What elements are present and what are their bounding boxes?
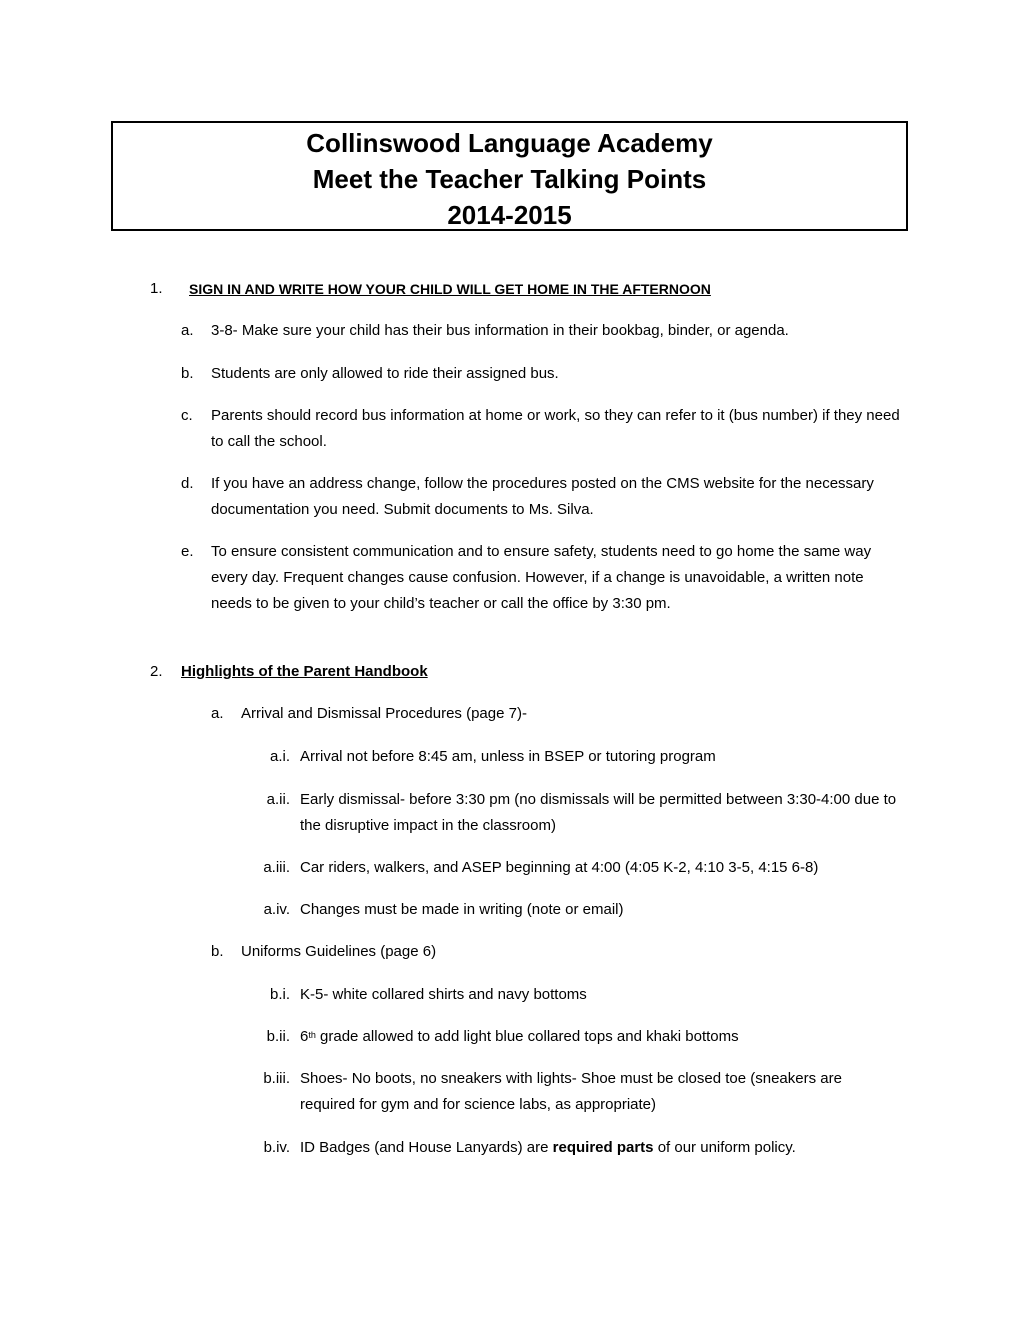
section-number: 2. <box>150 663 163 680</box>
school-name: Collinswood Language Academy <box>306 128 713 158</box>
section-2-heading <box>0 659 1020 685</box>
section-title: Highlights of the Parent Handbook <box>181 663 428 680</box>
section-number: 1. <box>150 280 163 297</box>
required-parts-emphasis: required parts <box>552 1139 654 1156</box>
section-1-heading <box>0 276 1020 302</box>
document-title: Meet the Teacher Talking Points <box>312 164 707 194</box>
section-title: SIGN IN AND WRITE HOW YOUR CHILD WILL GET HOME IN THE AFTERNOON <box>189 281 711 297</box>
title-box <box>111 121 908 231</box>
school-year: 2014-2015 <box>447 200 572 230</box>
